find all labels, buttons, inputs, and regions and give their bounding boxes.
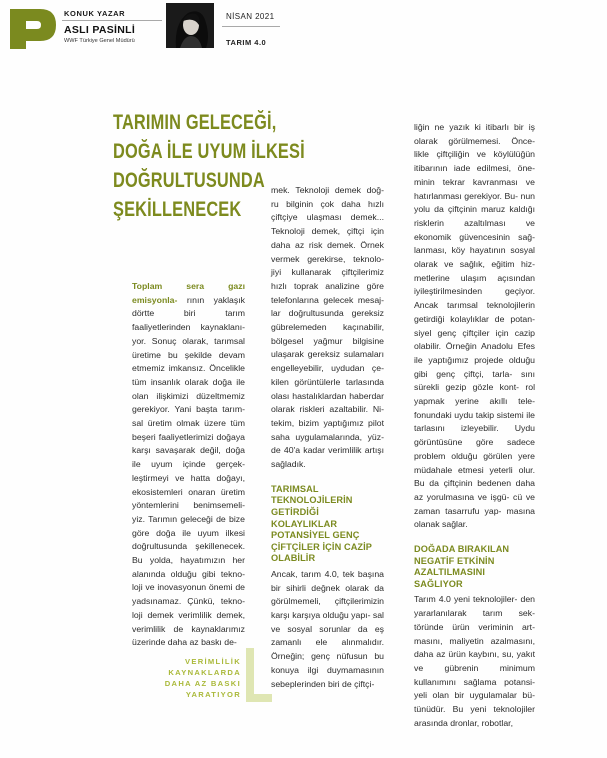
paragraph [132,280,245,650]
paragraph: Tarım 4.0 yeni teknolojiler- den yararlanılarak tarım sek- töründe ürün veriminin art- masını, maliyetin azalmasını, daha az ürün kaybını, su, yakıt ve gübrenin minimum kullanımını sağlama potansi- yeli olan bir uygulamalar bü- tünüdür. Bu yeni teknolojiler arasında dronlar, robotlar, [414,594,535,728]
title-line: TARIMIN GELECEĞİ, [113,111,277,134]
body-column-1 [132,280,245,650]
pull-quote-line: VERİMLİLİK [184,657,241,666]
title-line: DOĞA İLE UYUM İLKESİ [113,140,305,163]
body-text: rının yaklaşık dörtte biri tarım faaliyetlerinden kaynaklanı- yor. Sonuç olarak, tarımsal üretime bu şekilde devam etmemiz imkansız. Öncelikle tüm insanlık olarak doğa ile olan ilişkimizi düzeltmemiz gerekiyor. Yani başta tarım- sal üretim olmak üzere tüm beşeri faaliyetlerimizi doğaya karşı savaşarak değil, doğa ile uyum içinde gerçek- leştirmeyi ve hatta doğayı, ekosistemleri onaran üretim yöntemlerini benimsemeli- yiz. Tarımın geleceği de bize göre doğa ile uyum ilkesi doğrultusunda şekillenecek. Bu yolda, hayatımızın her alanında olduğu gibi tekno- loji ve inovasyonun önemi de yadsınamaz. Çünkü, tekno- loji demek verimlilik demek, verimlilik de kaynaklarımız üzerinde daha az baskı de- [132,294,245,648]
issue-date: NİSAN 2021 [226,12,275,21]
header-divider [62,20,162,21]
paragraph: Ancak, tarım 4.0, tek başına bir sihirli değnek olarak da görülmemeli, çiftçilerimizin karşı karşıya olduğu yapı- sal ve sosyal sorunlar da eş zamanlı ele alınmalıdır. Örneğin; genç nüfusun bu konuya ilgi duymamasının sebeplerinden biri de çiftçi- [271,568,384,689]
subheading: DOĞADA BIRAKILAN NEGATİF ETKİNİN AZALTILMASINI SAĞLIYOR [414,544,510,589]
author-photo [166,3,214,48]
body-column-3 [414,121,535,731]
author-role: WWF Türkiye Genel Müdürü [64,38,135,44]
section-label: TARIM 4.0 [226,38,267,47]
pull-quote-line: DAHA AZ BASKI [164,679,241,688]
lead-text: Toplam sera gazı emisyonla- [132,281,245,305]
paragraph: mek. Teknoloji demek doğ- ru bilginin çok daha hızlı çiftçiye ulaşması demek... Teknoloji demek, çiftçi için daha az risk demek. Örnek vermek gerekirse, teknolo- jiyi kullanarak çiftçilerimiz hızlı toprak analizine göre telefonlarına gelecek mesaj- lar doğrultusunda gereksiz gübrelemeden kaçınabilir, bölgesel yağmur bilgisine ulaşarak gereksiz sulamaları engelleyebilir, uydudan çe- kilen görüntülerle tarlasında olası hastalıklardan haberdar olarak riskleri azaltabilir. Ni- tekim, bizim yaptığımız pilot saha uygulamalarında, yüz- de 40'a kadar verimlilik artışı sağladık. [271,185,384,470]
pull-quote-line: YARATIYOR [185,690,241,699]
paragraph: liğin ne yazık ki itibarlı bir iş olarak görülmemesi. Önce- likle çiftçiliğin ve köylülüğün itibarının iade edilmesi, öne- minin tekrar kavranması ve hatırlanması gerekiyor. Bu- nun yolu da çiftçinin maruz kaldığı risklerin azaltılması ve ekonomik güvencesinin sağ- lanması, köy hayatının sosyal olarak ve sağlık, eğitim hiz- metlerine ulaşım açısından iyileştirilmesinden geçiyor. Ancak tarımsal teknolojilerin getirdiği kolaylıklar de potan- siyel genç çiftçiler için cazip olabilir. Örneğin Anadolu Efes ile yaptığımız projede olduğu gibi genç çiftçi, tarla- sını sürekli gezip gözle kont- rol yapmak yerine akıllı tele- fonundaki uydu takip sistemi ile tarlasını izleyebilir. Uydu görüntüsüne göre sadece problem olduğu görülen yere müdahale etmesi yeterli olur. Bu da çiftçinin bedenen daha az yorulmasına ve işgü- cü ve zaman tasarrufu yap- masına olanak sağlar. [414,122,535,530]
portrait-image-icon [166,3,214,48]
guest-writer-tag: KONUK YAZAR [64,9,126,18]
subheading: TARIMSAL TEKNOLOJİLERİN GETİRDİĞİ KOLAYLIKLAR POTANSİYEL GENÇ ÇİFTÇİLER İÇİN CAZİP OLABİLİR [271,483,372,564]
header-divider [222,26,280,27]
author-name: ASLI PASİNLİ [64,24,136,36]
body-column-2 [271,184,384,691]
letter-p-logo-icon [6,6,60,52]
title-line: ŞEKİLLENECEK [113,198,242,221]
pull-quote-line: KAYNAKLARDA [168,668,241,677]
pull-quote [155,656,241,700]
pull-quote-l-bracket-icon [244,648,272,702]
title-line: DOĞRULTUSUNDA [113,169,265,192]
